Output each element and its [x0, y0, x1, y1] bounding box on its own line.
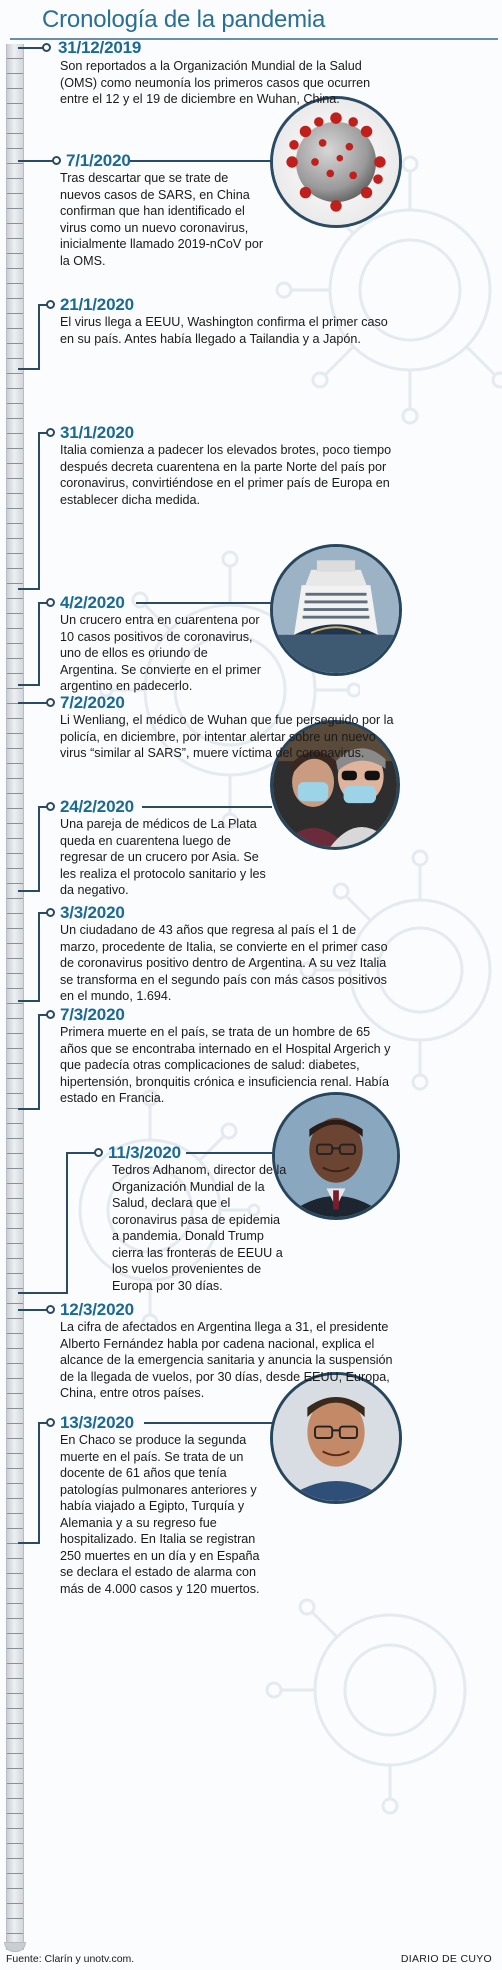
event-dot [46, 300, 55, 309]
event-text: Un ciudadano de 43 años que regresa al país el 1 de marzo, procedente de Italia, se convierte en el primer caso de coronavirus positivo dentro de Argentina. A su vez Italia se transforma en el segundo país con más casos positivos en el mundo, 1.694. [60, 923, 388, 1003]
event-text: La cifra de afectados en Argentina llega a 31, el presidente Alberto Fernández habla por cadena nacional, explica el alcance de la emergencia sanitaria y anuncia la suspensión de la llegada de vuelos, por 30 días, desde EEUU, Europa, China, entre otros países. [60, 1320, 393, 1400]
event-connector [186, 1152, 274, 1154]
ruler-ticks [7, 44, 23, 1950]
event-text: Tedros Adhanom, director de la Organización Mundial de la Salud, declara que el coronavirus pasa de epidemia a pandemia. Donald Trump cierra las fronteras de EEUU a los vuelos provenientes de Europa por 30 días. [112, 1163, 287, 1293]
event-text: Un crucero entra en cuarentena por 10 casos positivos de coronavirus, uno de ellos es oriundo de Argentina. Se convierte en el primer argentino en padecerlo. [60, 613, 261, 693]
event-text: Primera muerte en el país, se trata de un hombre de 65 años que se encontraba internado en el Hospital Argerich y que padecía otras complicaciones de salud: diabetes, hipertensión, bronquitis crónica e insuficiencia renal. Había estado en Francia. [60, 1025, 391, 1105]
event-date: 31/1/2020 [60, 423, 134, 442]
publisher-brand: DIARIO DE CUYO [400, 1953, 492, 1965]
event-connector [18, 1309, 48, 1311]
event-connector [136, 602, 272, 604]
event-date: 13/3/2020 [60, 1413, 134, 1432]
event-connector [130, 160, 272, 162]
person-icon [275, 1095, 397, 1217]
event-date: 7/1/2020 [66, 151, 131, 170]
event-connector [38, 806, 40, 890]
event-dot [52, 156, 61, 165]
event-date: 7/2/2020 [60, 693, 125, 712]
event-connector [18, 702, 48, 704]
event-text: Li Wenliang, el médico de Wuhan que fue perseguido por la policía, en diciembre, por intentar alertar sobre un nuevo virus “similar al SARS”, muere víctima del coronavirus. [60, 713, 394, 760]
event-date: 3/3/2020 [60, 903, 125, 922]
cruise-ship-icon [273, 547, 399, 673]
event-text: Una pareja de médicos de La Plata queda en cuarentena luego de regresar de un crucero por Asia. Se les realiza el protocolo sanitario y les da negativo. [60, 817, 266, 897]
event-connector [18, 1542, 40, 1544]
event-connector [38, 432, 40, 588]
event-dot [46, 1305, 55, 1314]
event-connector [18, 890, 40, 892]
event-connector [144, 1422, 272, 1424]
event-date: 4/2/2020 [60, 593, 125, 612]
event-text: En Chaco se produce la segunda muerte en el país. Se trata de un docente de 61 años que tenía patologías pulmonares anteriores y había viajado a Egipto, Turquía y Alemania y a su regreso fue hospitalizado. En Italia se registran 250 muertes en un día y en España se declara el estado de alarma con más de 4.000 casos y 120 muertos. [60, 1433, 260, 1596]
event-connector [18, 588, 40, 590]
page-title: Cronología de la pandemia [42, 6, 326, 33]
event-date: 12/3/2020 [60, 1300, 134, 1319]
event-dot [46, 1418, 55, 1427]
event-date: 21/1/2020 [60, 295, 134, 314]
event-text: Tras descartar que se trate de nuevos casos de SARS, en China confirman que han identificado el virus como un nuevo coronavirus, inicialmente llamado 2019-nCoV por la OMS. [60, 171, 264, 268]
event-dot [46, 598, 55, 607]
event-connector [38, 1422, 40, 1542]
event-connector [66, 1152, 68, 1292]
event-connector [38, 304, 40, 368]
source-credit: Fuente: Clarín y unotv.com. [6, 1953, 135, 1965]
event-connector [18, 1108, 40, 1110]
coronavirus-photo [270, 96, 402, 228]
event-dot [46, 802, 55, 811]
event-connector [18, 47, 44, 49]
event-dot [46, 698, 55, 707]
event-text: Son reportados a la Organización Mundial de la Salud (OMS) como neumonía los primeros casos que ocurren entre el 12 y el 19 de diciembre en Wuhan, China. [60, 59, 371, 106]
event-dot [42, 43, 51, 52]
event-date: 11/3/2020 [108, 1143, 181, 1162]
background-virus-icon [260, 1560, 500, 1820]
timeline-ruler [6, 44, 24, 1950]
event-connector [38, 602, 40, 684]
tedros-adhanom-photo [272, 1092, 400, 1220]
event-date: 31/12/2019 [58, 38, 142, 57]
event-connector [18, 1000, 40, 1002]
event-connector [142, 806, 272, 808]
event-date: 7/3/2020 [60, 1005, 125, 1024]
coronavirus-icon [273, 99, 399, 225]
event-text: Italia comienza a padecer los elevados brotes, poco tiempo después decreta cuarentena en la parte Norte del país por coronavirus, convirtiéndose en el primer país de Europa en establecer dicha medida. [60, 443, 392, 507]
event-connector [18, 368, 40, 370]
event-dot [46, 428, 55, 437]
event-connector [18, 1292, 68, 1294]
event-dot [46, 908, 55, 917]
event-connector [18, 160, 54, 162]
event-connector [18, 684, 40, 686]
event-connector [38, 1014, 40, 1108]
event-connector [66, 1152, 96, 1154]
ruler-end-cap [4, 1942, 26, 1952]
event-dot [46, 1010, 55, 1019]
event-text: El virus llega a EEUU, Washington confirma el primer caso en su país. Antes había llegado a Tailandia y a Japón. [60, 315, 388, 346]
cruise-ship-photo [270, 544, 402, 676]
event-dot [94, 1148, 103, 1157]
event-connector [38, 912, 40, 1000]
event-date: 24/2/2020 [60, 797, 134, 816]
